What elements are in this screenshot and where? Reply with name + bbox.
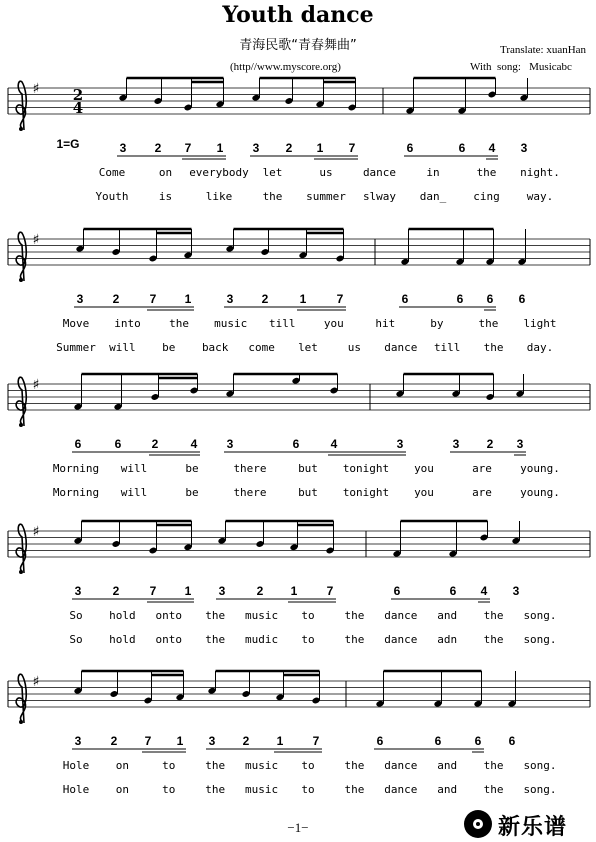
treble-clef-icon [16,524,26,574]
lyric-word: way. [526,190,554,203]
lyric-word: be [185,462,199,475]
lyric-word: to [301,609,315,622]
key-signature-sharp: ♯ [32,81,40,97]
lyric-word: day. [526,341,554,354]
website-link[interactable]: (http//www.myscore.org) [230,61,341,73]
jianpu-note: 3 [520,141,528,155]
treble-clef-icon [16,674,26,724]
lyric-word: on [115,783,130,796]
key-signature-sharp: ♯ [32,377,40,393]
lyric-word: you [323,317,344,330]
translator-credit: Translate: xuanHan [500,44,587,56]
lyric-word: and [437,609,458,622]
treble-clef-icon [16,377,26,427]
lyric-word: So [69,633,83,646]
lyric-word: there [233,462,267,475]
key-signature-sharp: ♯ [32,674,40,690]
key-signature-sharp: ♯ [32,232,40,248]
lyric-word: song. [523,633,557,646]
jianpu-note: 3 [226,437,234,451]
lyric-word: you [414,486,434,499]
key-label: 1=G [56,137,80,151]
logo-text: 新乐谱 [498,815,568,840]
jianpu-note: 6 [518,292,526,306]
jianpu-note: 6 [508,734,516,748]
software-credit: With song: Musicabc [470,61,572,73]
lyric-word: come [248,341,275,354]
jianpu-note: 6 [376,734,384,748]
lyric-word: cing [473,190,500,203]
lyric-word: night. [520,166,560,179]
lyric-word: everybody [189,166,249,179]
jianpu-note: 7 [149,584,157,598]
jianpu-note: 1 [290,584,298,598]
jianpu-note: 7 [348,141,356,155]
jianpu-note: 2 [256,584,264,598]
time-signature-bottom: 4 [72,99,84,117]
lyric-word: light [523,317,557,330]
lyric-word: song. [523,609,557,622]
lyric-word: Hole [62,783,90,796]
lyric-word: dance [384,609,418,622]
lyric-word: hold [109,609,136,622]
lyric-word: there [233,486,267,499]
lyric-word: be [185,486,199,499]
time-signature-top: 2 [72,86,84,104]
jianpu-note: 6 [449,584,457,598]
jianpu-note: 6 [474,734,482,748]
jianpu-note: 3 [74,584,82,598]
lyric-word: on [115,759,130,772]
lyric-word: like [205,190,233,203]
music-system [8,78,590,159]
lyric-word: tonight [342,486,390,499]
lyric-word: Move [62,317,90,330]
lyric-word: onto [155,633,183,646]
lyric-word: mudic [245,633,279,646]
lyric-word: till [268,317,296,330]
jianpu-note: 2 [110,734,118,748]
lyric-word: by [430,317,444,330]
lyric-word: young. [520,462,560,475]
lyric-word: the [205,783,226,796]
treble-clef-icon [16,81,26,131]
jianpu-note: 7 [336,292,344,306]
lyric-word: Morning [52,462,100,475]
lyric-word: the [483,633,504,646]
lyric-word: the [476,166,497,179]
jianpu-note: 3 [452,437,460,451]
jianpu-note: 1 [216,141,224,155]
lyric-word: to [301,783,315,796]
lyric-word: song. [523,759,557,772]
lyric-word: us [347,341,362,354]
lyric-word: the [344,609,365,622]
jianpu-note: 3 [76,292,84,306]
treble-clef-icon [16,232,26,282]
jianpu-note: 3 [119,141,127,155]
lyric-word: music [245,609,279,622]
lyric-word: the [483,759,504,772]
jianpu-note: 2 [242,734,250,748]
jianpu-note: 6 [292,437,300,451]
jianpu-note: 1 [184,584,192,598]
jianpu-note: 3 [516,437,524,451]
jianpu-note: 3 [396,437,404,451]
jianpu-note: 3 [252,141,260,155]
jianpu-note: 3 [74,734,82,748]
jianpu-note: 2 [261,292,269,306]
jianpu-note: 7 [144,734,152,748]
music-system [8,521,590,602]
lyric-word: let [262,166,283,179]
lyric-word: to [162,759,176,772]
jianpu-note: 2 [151,437,159,451]
jianpu-note: 4 [330,437,338,451]
jianpu-note: 2 [112,584,120,598]
lyric-word: till [433,341,461,354]
lyric-word: us [319,166,333,179]
jianpu-note: 6 [393,584,401,598]
jianpu-note: 3 [218,584,226,598]
lyric-word: will [120,486,148,499]
jianpu-note: 4 [488,141,496,155]
jianpu-note: 3 [208,734,216,748]
jianpu-note: 2 [285,141,293,155]
lyric-word: tonight [342,462,390,475]
lyric-word: hold [109,633,136,646]
jianpu-note: 2 [486,437,494,451]
lyric-word: Youth [95,190,129,203]
lyric-word: summer [306,190,346,203]
lyric-word: the [483,341,504,354]
jianpu-note: 4 [190,437,198,451]
lyric-word: music [245,759,279,772]
jianpu-note: 1 [299,292,307,306]
lyric-word: but [298,486,318,499]
lyric-word: dance [384,783,418,796]
jianpu-note: 4 [480,584,488,598]
lyric-word: slway [362,190,397,203]
lyric-word: the [478,317,499,330]
lyric-word: on [158,166,173,179]
jianpu-note: 7 [312,734,320,748]
jianpu-note: 7 [326,584,334,598]
jianpu-note: 2 [112,292,120,306]
lyric-word: will [120,462,148,475]
page-title: Youth dance [222,2,374,28]
lyric-word: Summer [56,341,96,354]
lyric-word: dance [384,759,418,772]
lyric-word: music [245,783,279,796]
jianpu-note: 6 [458,141,466,155]
lyric-word: to [301,633,315,646]
lyric-word: are [472,486,492,499]
jianpu-note: 1 [276,734,284,748]
lyric-word: dance [362,166,397,179]
lyric-word: but [298,462,318,475]
jianpu-note: 6 [406,141,414,155]
lyric-word: to [162,783,176,796]
lyric-word: young. [520,486,560,499]
lyric-word: the [344,759,365,772]
lyric-word: the [169,317,190,330]
page-number: −1− [287,820,309,835]
lyric-word: onto [155,609,183,622]
lyric-word: and [437,759,458,772]
lyric-word: are [472,462,492,475]
jianpu-note: 3 [512,584,520,598]
jianpu-note: 1 [316,141,324,155]
jianpu-note: 6 [114,437,122,451]
lyric-word: dance [384,341,418,354]
lyric-word: the [344,783,365,796]
jianpu-note: 6 [74,437,82,451]
lyric-word: the [344,633,365,646]
jianpu-note: 6 [456,292,464,306]
lyric-word: let [298,341,318,354]
lyric-word: Hole [62,759,90,772]
lyric-word: the [483,609,504,622]
key-signature-sharp: ♯ [32,524,40,540]
lyric-word: So [69,609,83,622]
jianpu-note: 6 [434,734,442,748]
lyric-word: into [114,317,141,330]
lyric-word: the [205,759,226,772]
lyric-word: will [109,341,136,354]
lyric-word: the [205,609,226,622]
lyric-word: back [201,341,229,354]
lyric-word: dan_ [419,190,447,203]
lyric-word: you [414,462,434,475]
jianpu-note: 7 [184,141,192,155]
jianpu-note: 6 [401,292,409,306]
jianpu-note: 6 [486,292,494,306]
lyric-word: the [483,783,504,796]
jianpu-note: 3 [226,292,234,306]
lyric-word: adn [437,633,458,646]
lyric-word: hit [375,317,396,330]
jianpu-note: 7 [149,292,157,306]
jianpu-note: 1 [184,292,192,306]
jianpu-note: 1 [176,734,184,748]
music-system [8,671,590,752]
lyric-word: be [162,341,176,354]
lyric-word: and [437,783,458,796]
lyric-word: song. [523,783,557,796]
lyric-word: in [426,166,440,179]
lyric-word: Come [98,166,126,179]
lyric-word: dance [384,633,418,646]
lyric-word: to [301,759,315,772]
music-disc-icon [462,808,494,840]
lyric-word: the [262,190,283,203]
lyric-word: the [205,633,226,646]
subtitle: 青海民歌“青春舞曲” [239,38,357,53]
site-logo[interactable] [462,806,594,842]
lyric-word: Morning [52,486,100,499]
lyric-word: music [214,317,248,330]
lyric-word: is [158,190,173,203]
jianpu-note: 2 [154,141,162,155]
